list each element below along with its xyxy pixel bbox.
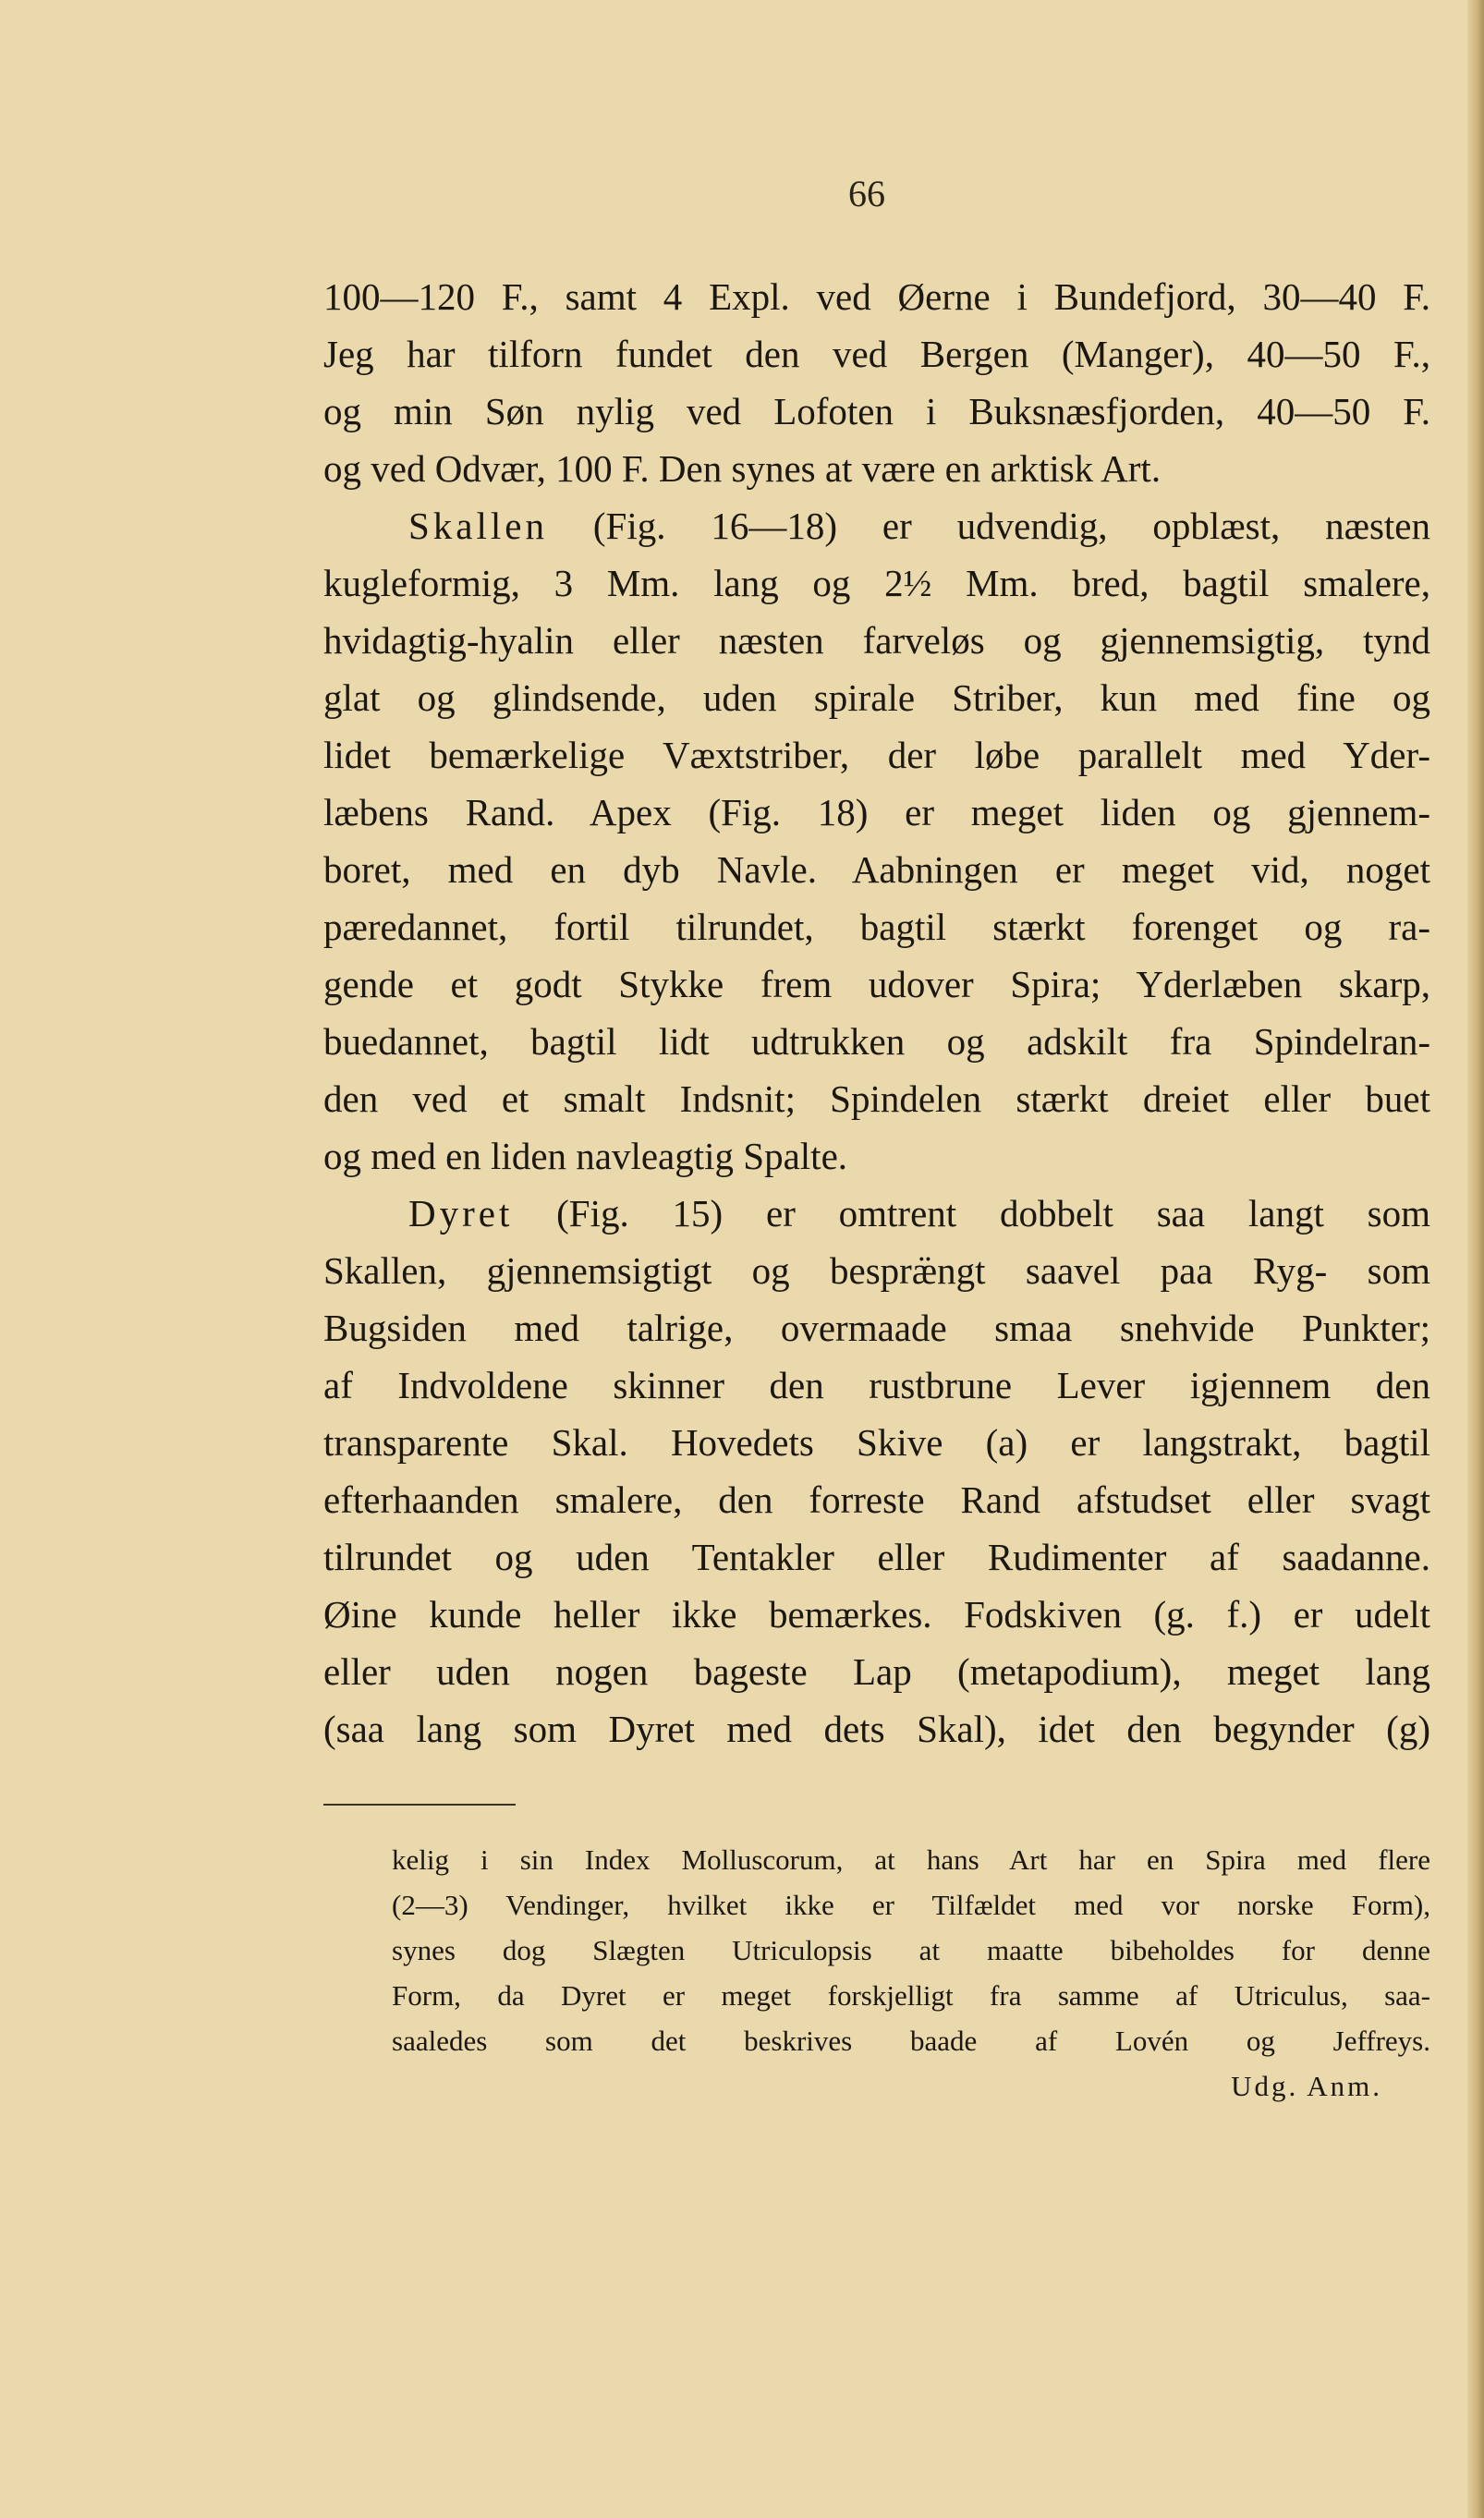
text-line: og ved Odvær, 100 F. Den synes at være en arktisk Art. bbox=[323, 447, 1162, 490]
footnote-line: saaledes som det beskrives baade af Lovén og Jeffreys. bbox=[392, 2025, 1430, 2057]
text-line: af Indvoldene skinner den rustbrune Lever igjennem den bbox=[323, 1364, 1430, 1406]
footnote bbox=[392, 1837, 1430, 2109]
text-line: læbens Rand. Apex (Fig. 18) er meget liden og gjennem- bbox=[323, 791, 1430, 833]
text-line: og min Søn nylig ved Lofoten i Buksnæsfjorden, 40—50 F. bbox=[323, 390, 1430, 432]
main-text-body bbox=[323, 268, 1430, 1758]
footnote-line: kelig i sin Index Molluscorum, at hans Art har en Spira med flere bbox=[392, 1843, 1430, 1876]
spaced-heading-word: Skallen bbox=[408, 505, 548, 547]
paragraph-start-dyret bbox=[323, 1185, 1430, 1242]
text-line: glat og glindsende, uden spirale Striber, kun med fine og bbox=[323, 676, 1430, 719]
text-line: transparente Skal. Hovedets Skive (a) er langstrakt, bagtil bbox=[323, 1421, 1430, 1464]
footnote-line: synes dog Slægten Utriculopsis at maatte bibeholdes for denne bbox=[392, 1934, 1430, 1966]
text-line: efterhaanden smalere, den forreste Rand afstudset eller svagt bbox=[323, 1478, 1430, 1521]
paragraph-start-skallen bbox=[323, 497, 1430, 554]
text-line: lidet bemærkelige Væxtstriber, der løbe parallelt med Yder- bbox=[323, 734, 1430, 776]
footnote-divider bbox=[323, 1804, 516, 1806]
text-line-remainder: (Fig. 15) er omtrent dobbelt saa langt som bbox=[556, 1192, 1430, 1235]
page-edge-shadow bbox=[1467, 0, 1484, 2518]
spaced-heading-word: Dyret bbox=[408, 1192, 514, 1235]
text-line-remainder: (Fig. 16—18) er udvendig, opblæst, næsten bbox=[592, 505, 1430, 547]
text-line: buedannet, bagtil lidt udtrukken og adskilt fra Spindelran- bbox=[323, 1020, 1430, 1063]
footnote-signature: Udg. Anm. bbox=[1231, 2070, 1382, 2102]
text-line: den ved et smalt Indsnit; Spindelen stærkt dreiet eller buet bbox=[323, 1077, 1430, 1120]
text-line: gende et godt Stykke frem udover Spira; Yderlæben skarp, bbox=[323, 963, 1430, 1005]
text-line: Jeg har tilforn fundet den ved Bergen (Manger), 40—50 F., bbox=[323, 333, 1430, 375]
text-line: pæredannet, fortil tilrundet, bagtil stærkt forenget og ra- bbox=[323, 906, 1430, 948]
text-line: 100—120 F., samt 4 Expl. ved Øerne i Bundefjord, 30—40 F. bbox=[323, 275, 1430, 318]
footnote-line: Form, da Dyret er meget forskjelligt fra samme af Utriculus, saa- bbox=[392, 1979, 1430, 2012]
text-line: Skallen, gjennemsigtigt og bespræ̈ngt saavel paa Ryg- som bbox=[323, 1249, 1430, 1292]
text-line: tilrundet og uden Tentakler eller Rudimenter af saadanne. bbox=[323, 1536, 1430, 1578]
page-number: 66 bbox=[848, 173, 885, 214]
text-line: boret, med en dyb Navle. Aabningen er meget vid, noget bbox=[323, 848, 1430, 891]
text-line: kugleformig, 3 Mm. lang og 2½ Mm. bred, bagtil smalere, bbox=[323, 562, 1430, 604]
text-line: eller uden nogen bageste Lap (metapodium), meget lang bbox=[323, 1650, 1430, 1693]
text-line: hvidagtig-hyalin eller næsten farveløs og gjennemsigtig, tynd bbox=[323, 619, 1430, 662]
footnote-line: (2—3) Vendinger, hvilket ikke er Tilfældet med vor norske Form), bbox=[392, 1889, 1430, 1921]
text-line: (saa lang som Dyret med dets Skal), idet den begynder (g) bbox=[323, 1708, 1430, 1750]
text-line: og med en liden navleagtig Spalte. bbox=[323, 1135, 848, 1177]
text-line: Øine kunde heller ikke bemærkes. Fodskiven (g. f.) er udelt bbox=[323, 1593, 1430, 1636]
text-line: Bugsiden med talrige, overmaade smaa snehvide Punkter; bbox=[323, 1307, 1430, 1349]
